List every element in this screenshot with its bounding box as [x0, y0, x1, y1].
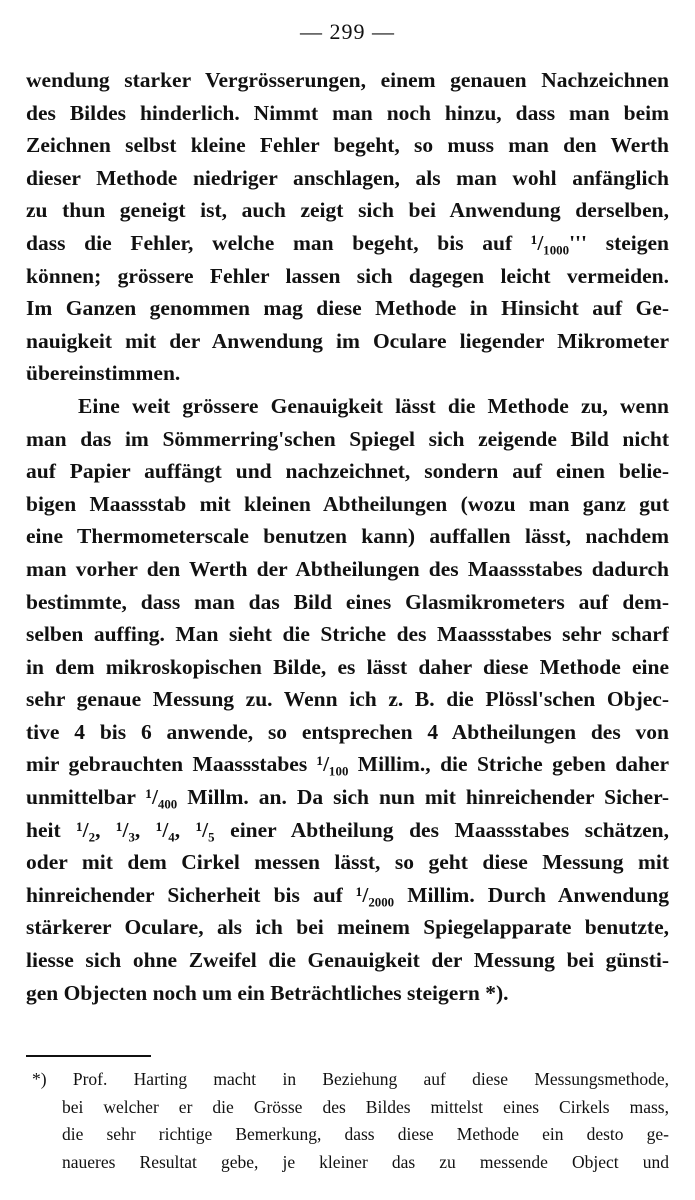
text-line: Im Ganzen genommen mag diese Methode in Hinsicht auf Ge-	[26, 296, 669, 321]
text-line: nauigkeit mit der Anwendung im Oculare liegender Mikrometer	[26, 328, 669, 353]
text-line: liesse sich ohne Zweifel die Genauigkeit der Messung bei günsti-	[26, 948, 669, 973]
text-line: heit ¹/₂, ¹/₃, ¹/₄, ¹/₅ einer Abtheilung des Maassstabes schätzen,	[26, 817, 669, 842]
footnote-line: die sehr richtige Bemerkung, dass diese Methode ein desto ge-	[62, 1124, 669, 1144]
footnote-block	[32, 1066, 669, 1176]
paragraph-end-line: gen Objecten noch um ein Beträchtliches steigern *).	[26, 980, 509, 1005]
footnote-divider	[26, 1055, 151, 1057]
text-line: bestimmte, dass man das Bild eines Glasmikrometers auf dem-	[26, 589, 669, 614]
text-line: können; grössere Fehler lassen sich dagegen leicht vermeiden.	[26, 263, 669, 288]
footnote-line: bei welcher er die Grösse des Bildes mittelst eines Cirkels mass,	[62, 1096, 669, 1117]
main-text-block	[26, 64, 669, 1009]
text-line: unmittelbar ¹/₄₀₀ Millm. an. Da sich nun mit hinreichender Sicher-	[26, 785, 669, 810]
text-line: eine Thermometerscale benutzen kann) auffallen lässt, nachdem	[26, 524, 669, 549]
text-line: stärkerer Oculare, als ich bei meinem Spiegelapparate benutzte,	[26, 915, 669, 940]
text-line: dass die Fehler, welche man begeht, bis auf ¹/₁₀₀₀''' steigen	[26, 230, 669, 255]
footnote-line: *) Prof. Harting macht in Beziehung auf diese Messungsmethode,	[32, 1069, 669, 1089]
text-line: mir gebrauchten Maassstabes ¹/₁₀₀ Millim., die Striche geben daher	[26, 752, 669, 777]
text-line: hinreichender Sicherheit bis auf ¹/₂₀₀₀ Millim. Durch Anwendung	[26, 882, 669, 907]
text-line: bigen Maassstab mit kleinen Abtheilungen (wozu man ganz gut	[26, 491, 669, 516]
text-line: tive 4 bis 6 anwende, so entsprechen 4 Abtheilungen des von	[26, 719, 669, 744]
text-line: selben auffing. Man sieht die Striche des Maassstabes sehr scharf	[26, 622, 669, 647]
text-line: in dem mikroskopischen Bilde, es lässt daher diese Methode eine	[26, 654, 669, 679]
text-line: sehr genaue Messung zu. Wenn ich z. B. die Plössl'schen Objec-	[26, 687, 669, 712]
footnote-line: naueres Resultat gebe, je kleiner das zu messende Object und	[62, 1151, 669, 1172]
text-line: dieser Methode niedriger anschlagen, als man wohl anfänglich	[26, 165, 669, 190]
text-line: zu thun geneigt ist, auch zeigt sich bei Anwendung derselben,	[26, 198, 669, 223]
page-number-header: — 299 —	[300, 19, 395, 44]
text-line: auf Papier auffängt und nachzeichnet, sondern auf einen belie-	[26, 459, 669, 484]
paragraph-start-line: Eine weit grössere Genauigkeit lässt die Methode zu, wenn	[78, 393, 669, 418]
paragraph-end-line: übereinstimmen.	[26, 361, 181, 386]
text-line: Zeichnen selbst kleine Fehler begeht, so muss man den Werth	[26, 133, 669, 158]
text-line: wendung starker Vergrösserungen, einem genauen Nachzeichnen	[26, 68, 669, 92]
text-line: oder mit dem Cirkel messen lässt, so geht diese Messung mit	[26, 850, 669, 875]
text-line: man das im Sömmerring'schen Spiegel sich zeigende Bild nicht	[26, 426, 669, 451]
text-line: man vorher den Werth der Abtheilungen des Maassstabes dadurch	[26, 556, 669, 581]
text-line: des Bildes hinderlich. Nimmt man noch hinzu, dass man beim	[26, 100, 669, 125]
